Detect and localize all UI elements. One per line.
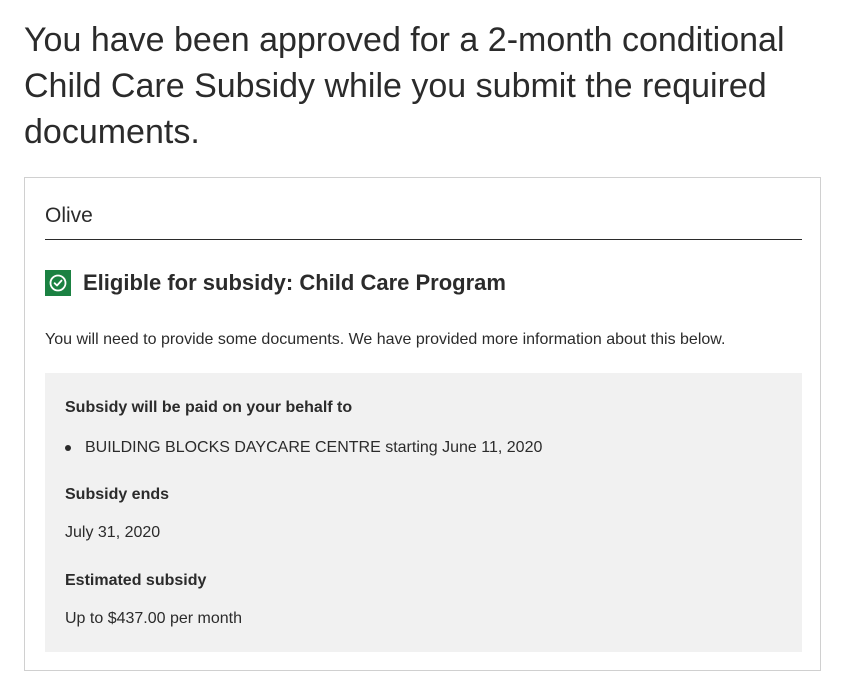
estimated-subsidy-label: Estimated subsidy	[65, 572, 207, 589]
page-title: You have been approved for a 2-month conditional Child Care Subsidy while you submit the required documents.	[24, 21, 785, 151]
estimated-subsidy-value: Up to $437.00 per month	[65, 610, 243, 627]
check-circle-icon	[45, 270, 71, 296]
payee-text: BUILDING BLOCKS DAYCARE CENTRE starting June 11, 2020	[85, 439, 543, 456]
subsidy-ends-value: July 31, 2020	[65, 524, 161, 541]
bullet	[65, 445, 71, 451]
subsidy-result-card	[24, 177, 821, 671]
eligibility-title: Eligible for subsidy: Child Care Program	[83, 270, 506, 295]
subsidy-ends-label: Subsidy ends	[65, 486, 170, 503]
list-item	[65, 437, 542, 459]
documents-info-text: You will need to provide some documents. We have provided more information about this below.	[45, 331, 726, 348]
divider	[45, 239, 802, 240]
paid-to-label: Subsidy will be paid on your behalf to	[65, 399, 353, 416]
child-name: Olive	[45, 204, 93, 227]
eligibility-status	[45, 269, 506, 297]
subsidy-details-panel	[45, 373, 802, 652]
